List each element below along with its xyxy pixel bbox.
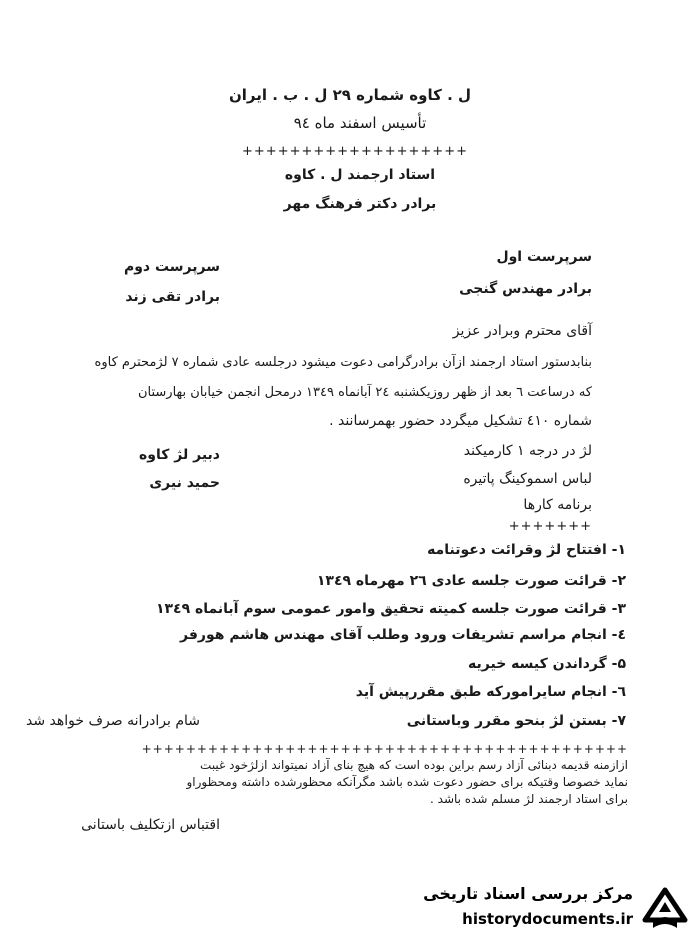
agenda-item: ۲- قرائت صورت جلسه عادی ۲٦ مهرماه ۱۳٤۹ <box>316 573 626 589</box>
watermark-title: مرکز بررسی اسناد تاریخی <box>423 884 633 903</box>
agenda-item: ۵- گرداندن کیسه خیریه <box>468 656 626 672</box>
agenda-plus-row: +++++++ <box>508 519 592 534</box>
agenda-item: ۳- قرائت صورت جلسه کمیته تحقیق وامور عمومی سوم آبانماه ۱۳٤۹ <box>155 601 626 617</box>
dinner-note: شام برادرانه صرف خواهد شد <box>26 713 200 729</box>
second-overseer-title: سرپرست دوم <box>123 259 220 275</box>
lodge-name-line: ل . کاوه شماره ۲۹ ل . ب . ایران <box>228 86 472 104</box>
agenda-item: ٤- انجام مراسم تشریفات ورود وطلب آقای مهندس هاشم هورفر <box>180 627 626 643</box>
quote-line-3: برای استاد ارجمند لژ مسلم شده باشد . <box>430 792 628 806</box>
lodge-degree: لژ در درجه ۱ کارمیکند <box>463 443 592 459</box>
dress-code: لباس اسموکینگ پاتیره <box>463 471 592 487</box>
master-line: استاد ارجمند ل . کاوه <box>284 167 436 183</box>
invitation-line-1: بنابدستور استاد ارجمند ازآن برادرگرامی دعوت میشود درجلسه عادی شماره ۷ لژمحترم کاوه <box>94 355 592 370</box>
agenda-item: ٦- انجام سایرامورکه طبق مقررپیش آید <box>355 684 626 700</box>
agenda-item: ۷- بستن لژ بنحو مقرر وباستانی <box>406 713 626 729</box>
quote-source: اقتباس ازتکلیف باستانی <box>81 817 220 833</box>
footer-plus-row: ++++++++++++++++++++++++++++++++++++++++++++ <box>141 742 628 756</box>
first-overseer-name: برادر مهندس گنجی <box>459 281 592 297</box>
archive-watermark <box>400 880 695 938</box>
quote-line-2: نماید خصوصا وقتیکه برای حضور دعوت شده باشد مگرآنکه محظورشده داشته ومحظوراو <box>186 775 628 789</box>
founded-line: تأسیس اسفند ماه ۹٤ <box>293 114 427 132</box>
archive-logo-icon <box>639 882 691 934</box>
agenda-item: ۱- افتتاح لژ وقرائت دعوتنامه <box>427 542 626 558</box>
agenda-title: برنامه کارها <box>523 497 592 513</box>
watermark-url: historydocuments.ir <box>462 910 633 928</box>
secretary-name: حمید نیری <box>149 475 220 491</box>
salutation: آقای محترم وبرادر عزیز <box>452 323 592 339</box>
separator-plus-row: +++++++++++++++++++ <box>242 144 468 159</box>
second-overseer-name: برادر تقی زند <box>125 289 220 305</box>
invitation-line-3: شماره ٤۱۰ تشکیل میگردد حضور بهمرسانند . <box>329 413 592 429</box>
first-overseer-title: سرپرست اول <box>496 249 592 265</box>
quote-line-1: ازازمنه قدیمه دبنائی آزاد رسم براین بوده است که هیچ بنای آزاد نمیتواند ازلژخود غیبت <box>200 758 628 772</box>
secretary-title: دبیر لژ کاوه <box>139 447 220 463</box>
invitation-line-2: که درساعت ٦ بعد از ظهر روزیکشنبه ۲٤ آبانماه ۱۳٤۹ درمحل انجمن خیابان بهارستان <box>137 385 592 400</box>
brother-line: برادر دکتر فرهنگ مهر <box>283 196 437 212</box>
